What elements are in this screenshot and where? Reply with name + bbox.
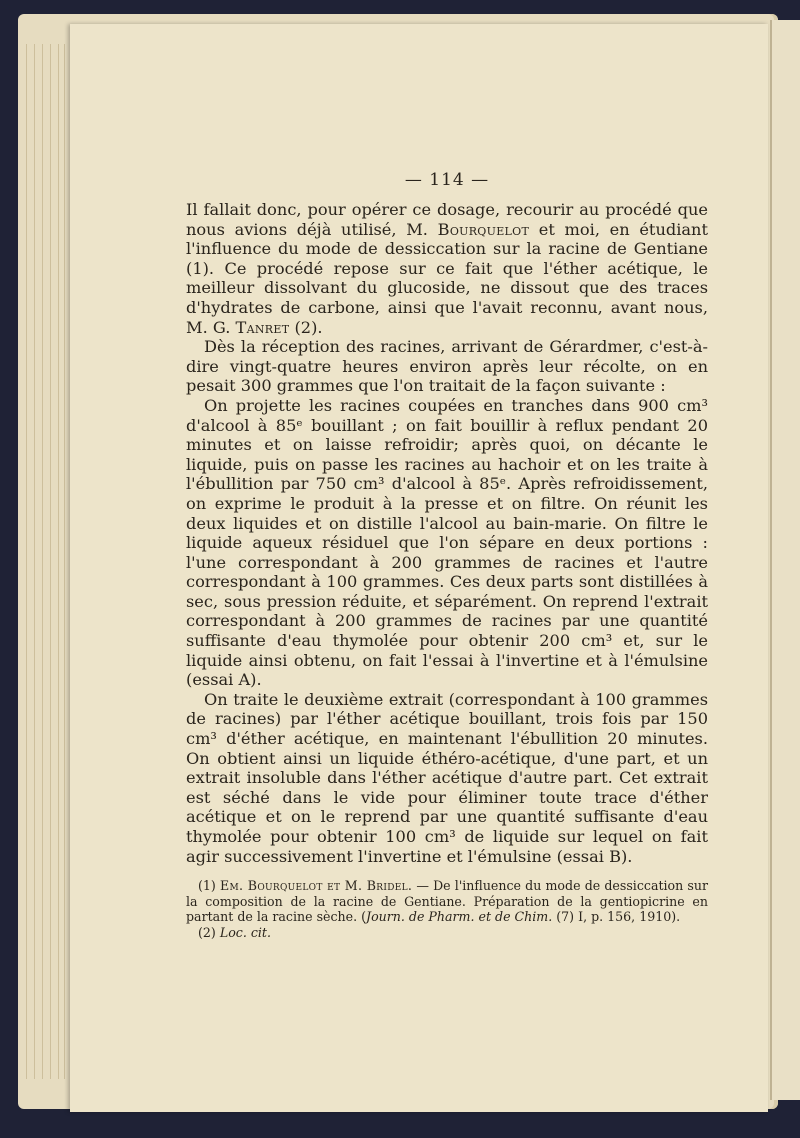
- paragraph-text: et moi, en étudiant l'influence du mode de dessiccation sur la racine de Gentiane (1). Ce procédé repose sur ce fait que l'éther acétique, le meilleur dissolvant du glucoside, ne dissout que des traces d'hydrates de carbone, ainsi que l'avait reconnu, avant nous, M. G.: [186, 219, 708, 337]
- footnote-text: Loc. cit.: [219, 924, 271, 940]
- page-edge: [42, 44, 43, 1079]
- page-edge: [64, 44, 65, 1079]
- paragraph-4: On traite le deuxième extrait (correspondant à 100 grammes de racines) par l'éther acétique bouillant, trois fois par 150 cm³ d'éther acétique, en maintenant l'ébullition 20 minutes. On obtient ainsi un liquide éthéro-acétique, d'une part, et un extrait insoluble dans l'éther acétique d'autre part. Cet extrait est séché dans le vide pour éliminer toute trace d'éther acétique et on le reprend par une quantité suffisante d'eau thymolée pour obtenir 100 cm³ de liquide sur lequel on fait agir successivement l'invertine et l'émulsine (essai B).: [186, 689, 708, 866]
- footnote-reference: (7) I, p. 156, 1910).: [552, 909, 681, 925]
- footnotes: [186, 878, 708, 940]
- footnote-text: — De l'influence du mode de dessiccation sur la composition de la racine de Gentiane. Préparation de la gentiopicrine en partant de la racine sèche. (: [186, 878, 708, 925]
- footnote-marker: (1): [198, 878, 220, 894]
- page-text: [186, 170, 708, 941]
- paragraph-text: Il fallait donc, pour opérer ce dosage, recourir au procédé que nous avions déjà utilisé, M.: [186, 200, 708, 239]
- page-edge: [26, 44, 27, 1079]
- author-name: Bourquelot: [437, 219, 530, 239]
- page-edge: [50, 44, 51, 1079]
- footnote-2: [186, 925, 708, 941]
- author-name: Tanret: [235, 317, 290, 337]
- page-edge: [34, 44, 35, 1079]
- footnote-1: [186, 878, 708, 925]
- paragraph-3: On projette les racines coupées en tranches dans 900 cm³ d'alcool à 85ᵉ bouillant ; on fait bouillir à reflux pendant 20 minutes et on laisse refroidir; après quoi, on décante le liquide, puis on passe les racines au hachoir et on les traite à l'ébullition par 750 cm³ d'alcool à 85ᵉ. Après refroidissement, on exprime le produit à la presse et on filtre. On réunit les deux liquides et on distille l'alcool au bain-marie. On filtre le liquide aqueux résiduel que l'on sépare en deux portions : l'une correspondant à 200 grammes de racines et l'autre correspondant à 100 grammes. Ces deux parts sont distillées à sec, sous pression réduite, et séparément. On reprend l'extrait correspondant à 200 grammes de racines par une quantité suffisante d'eau thymolée pour obtenir 200 cm³ et, sur le liquide ainsi obtenu, on fait l'essai à l'invertine et à l'émulsine (essai A).: [186, 395, 708, 690]
- paragraph-1: [186, 200, 708, 337]
- footnote-journal: Journ. de Pharm. et de Chim.: [366, 909, 553, 925]
- paragraph-text: (2).: [289, 317, 323, 337]
- footnote-marker: (2): [198, 924, 220, 940]
- paragraph-2: Dès la réception des racines, arrivant de Gérardmer, c'est-à-dire vingt-quatre heures environ après leur récolte, on en pesait 300 grammes que l'on traitait de la façon suivante :: [186, 337, 708, 396]
- page-edge: [58, 44, 59, 1079]
- facing-page-edge: [770, 20, 800, 1100]
- footnote-authors: Em. Bourquelot et M. Bridel.: [220, 878, 413, 894]
- page-number: — 114 —: [404, 170, 490, 190]
